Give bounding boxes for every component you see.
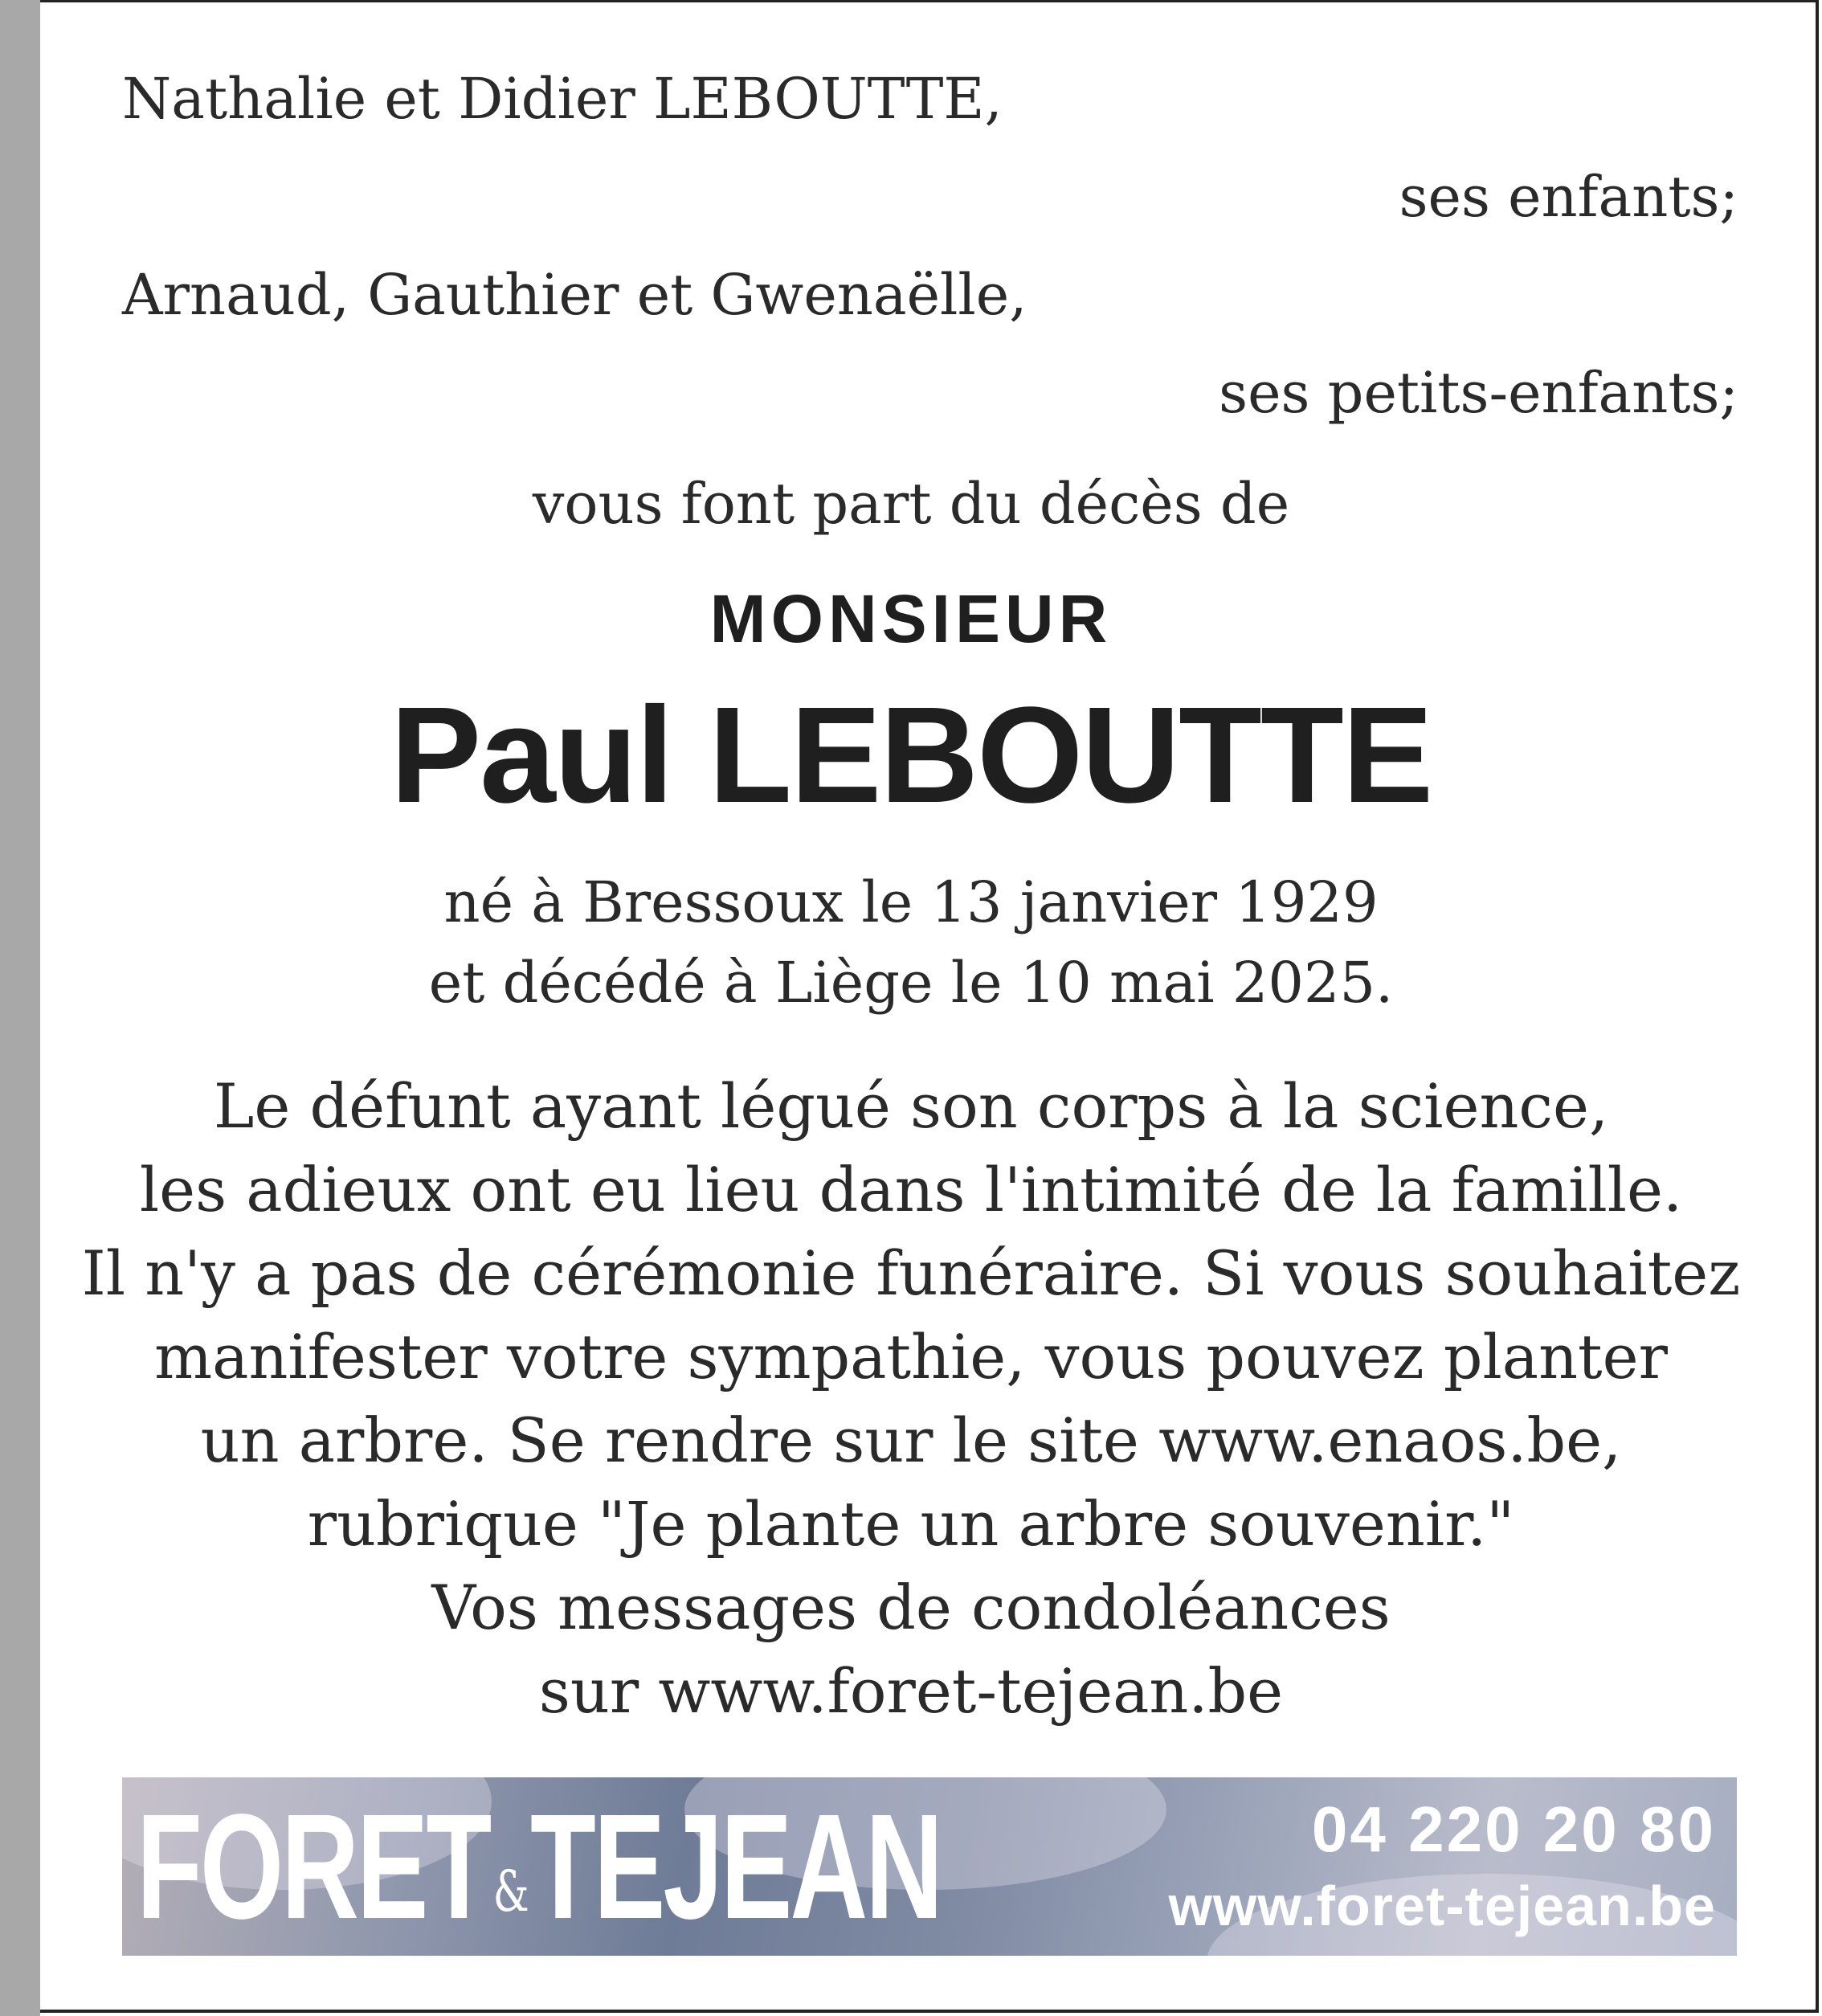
children-role: ses enfants; [1399, 164, 1738, 230]
funeral-home-logo [137, 1784, 942, 1950]
message-line: les adieux ont eu lieu dans l'intimité de la famille. [139, 1154, 1683, 1225]
birth-info: né à Bressoux le 13 janvier 1929 [443, 869, 1379, 935]
message-line: sur www.foret-tejean.be [538, 1655, 1284, 1727]
message-line: manifester votre sympathie, vous pouvez planter [154, 1321, 1668, 1392]
deceased-name: Paul LEBOUTTE [390, 679, 1432, 832]
death-info: et décédé à Liège le 10 mai 2025. [428, 950, 1394, 1016]
grandchildren-names: Arnaud, Gauthier et Gwenaëlle, [122, 262, 1027, 328]
announcement-intro: vous font part du décès de [532, 471, 1290, 537]
logo-text-tejean: TEJEAN [530, 1784, 942, 1950]
message-line: Vos messages de condoléances [431, 1572, 1391, 1643]
grandchildren-role: ses petits-enfants; [1219, 360, 1738, 426]
logo-text-foret: FORET [137, 1784, 490, 1950]
funeral-home-website: www.foret-tejean.be [1168, 1875, 1716, 1937]
message-block [0, 1065, 1822, 1733]
deceased-title: MONSIEUR [709, 581, 1113, 656]
message-line: rubrique "Je plante un arbre souvenir." [307, 1488, 1515, 1560]
message-line: un arbre. Se rendre sur le site www.enaos.be, [200, 1405, 1622, 1476]
children-names: Nathalie et Didier LEBOUTTE, [122, 66, 1003, 132]
logo-ampersand: & [492, 1859, 527, 1924]
funeral-home-banner [122, 1777, 1737, 1956]
funeral-home-phone: 04 220 20 80 [1311, 1793, 1716, 1865]
message-line: Le défunt ayant légué son corps à la science, [213, 1070, 1609, 1142]
message-line: Il n'y a pas de cérémonie funéraire. Si vous souhaitez [81, 1237, 1741, 1309]
